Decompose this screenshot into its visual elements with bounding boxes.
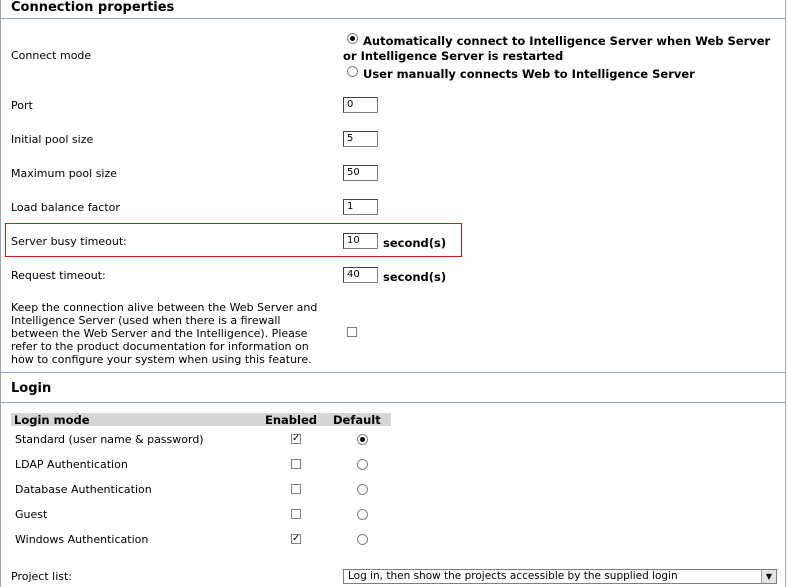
- keepalive-line: between the Web Server and the Intelligence). Please: [11, 327, 308, 340]
- server-busy-timeout-input[interactable]: 10: [343, 233, 378, 249]
- project-list-selected-value: Log in, then show the projects accessible by the supplied login: [348, 570, 678, 582]
- keepalive-line: Keep the connection alive between the Web Server and: [11, 301, 318, 314]
- login-row-guest-label: Guest: [15, 508, 48, 521]
- login-mode-header: Login mode: [14, 413, 90, 427]
- keepalive-description: [11, 301, 317, 366]
- login-row-database-default-radio[interactable]: [357, 484, 368, 495]
- frame-right-border: [785, 0, 786, 587]
- project-list-label: Project list:: [11, 570, 72, 583]
- keepalive-line: refer to the product documentation for information on: [11, 340, 309, 353]
- login-row-ldap-enabled-checkbox[interactable]: [291, 459, 301, 469]
- login-section-title: Login: [11, 381, 52, 396]
- maximum-pool-size-input[interactable]: 50: [343, 165, 378, 181]
- login-row-windows-enabled-checkbox[interactable]: ✓: [292, 533, 301, 544]
- connect-mode-auto-label: Automatically connect to Intelligence Server when Web Server: [363, 34, 771, 48]
- login-title-divider: [0, 402, 786, 403]
- keepalive-checkbox[interactable]: [347, 327, 357, 337]
- server-busy-timeout-label: Server busy timeout:: [11, 235, 127, 248]
- login-section-divider-top: [0, 372, 786, 373]
- keepalive-line: how to configure your system when using this feature.: [11, 353, 312, 366]
- login-row-standard-enabled-checkbox[interactable]: ✓: [292, 433, 301, 444]
- login-row-windows-default-radio[interactable]: [357, 534, 368, 545]
- load-balance-factor-input[interactable]: 1: [343, 199, 378, 215]
- maximum-pool-size-label: Maximum pool size: [11, 167, 118, 180]
- port-label: Port: [11, 99, 33, 112]
- connect-mode-manual-label: User manually connects Web to Intelligence Server: [363, 67, 695, 81]
- connection-section-title: Connection properties: [11, 0, 175, 15]
- request-timeout-label: Request timeout:: [11, 269, 106, 282]
- login-row-ldap-default-radio[interactable]: [357, 459, 368, 470]
- request-timeout-input[interactable]: 40: [343, 267, 378, 283]
- login-default-header: Default: [333, 413, 381, 427]
- keepalive-line: Intelligence Server (used when there is a firewall: [11, 314, 281, 327]
- load-balance-factor-label: Load balance factor: [11, 201, 120, 214]
- chevron-down-icon[interactable]: ▼: [761, 570, 776, 583]
- initial-pool-size-label: Initial pool size: [11, 133, 94, 146]
- server-busy-timeout-unit: second(s): [383, 236, 447, 250]
- login-row-standard-default-radio[interactable]: [357, 434, 368, 445]
- login-row-ldap-label: LDAP Authentication: [15, 458, 128, 471]
- login-row-guest-default-radio[interactable]: [357, 509, 368, 520]
- login-row-database-enabled-checkbox[interactable]: [291, 484, 301, 494]
- login-row-database-label: Database Authentication: [15, 483, 152, 496]
- connect-mode-manual-radio[interactable]: [347, 66, 358, 77]
- project-list-select[interactable]: [343, 569, 777, 584]
- login-row-guest-enabled-checkbox[interactable]: [291, 509, 301, 519]
- connection-title-divider: [0, 18, 786, 19]
- connect-mode-auto-radio[interactable]: [347, 33, 358, 44]
- frame-left-border: [0, 0, 1, 587]
- connect-mode-auto-label-cont: or Intelligence Server is restarted: [343, 49, 564, 63]
- login-enabled-header: Enabled: [265, 413, 318, 427]
- login-row-standard-label: Standard (user name & password): [15, 433, 204, 446]
- login-row-windows-label: Windows Authentication: [15, 533, 149, 546]
- connect-mode-label: Connect mode: [11, 49, 92, 62]
- port-input[interactable]: 0: [343, 97, 378, 113]
- request-timeout-unit: second(s): [383, 270, 447, 284]
- initial-pool-size-input[interactable]: 5: [343, 131, 378, 147]
